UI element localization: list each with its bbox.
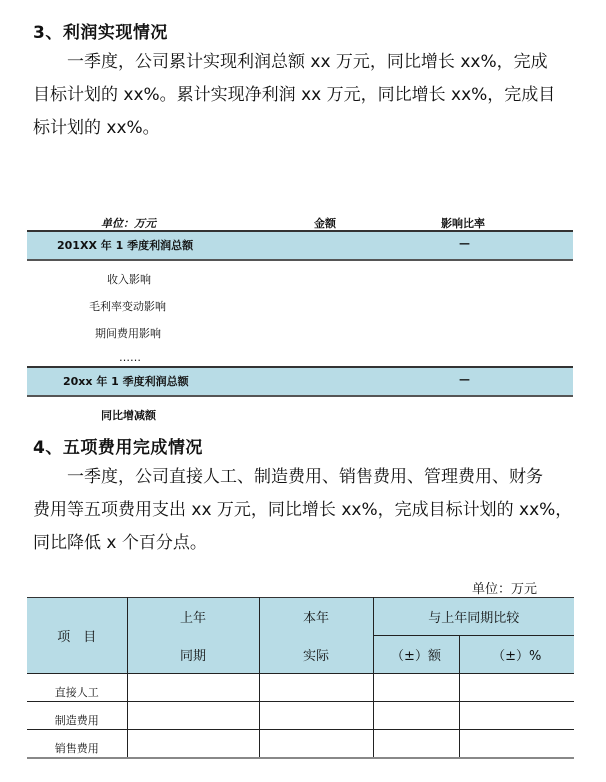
table-row xyxy=(27,674,574,702)
header-diff-pct: （±）% xyxy=(459,636,574,674)
unit-label: 单位：万元 xyxy=(472,582,538,597)
header-item: 项 目 xyxy=(27,598,127,674)
paragraph-line: 费用等五项费用支出 xx 万元，同比增长 xx%，完成目标计划的 xx%， xyxy=(33,500,573,520)
diff-cell xyxy=(373,730,459,759)
section3-paragraph xyxy=(33,46,573,145)
unit-label: 单位：万元 xyxy=(101,217,156,230)
section4-heading: 4、五项费用完成情况 xyxy=(33,438,203,458)
ratio-header: 影响比率 xyxy=(441,217,485,230)
pct-cell xyxy=(459,730,574,759)
header-compare: 与上年同期比较 xyxy=(373,598,574,636)
row-label: 20xx 年 1 季度利润总额 xyxy=(63,375,189,388)
item-cell: 直接人工 xyxy=(27,674,127,702)
profit-total-row-1 xyxy=(27,230,573,261)
header-this-year: 本年 xyxy=(259,598,373,636)
row-ratio: — xyxy=(459,237,470,250)
paragraph-line: 标计划的 xx%。 xyxy=(33,118,160,138)
expense-table xyxy=(27,597,574,759)
table-row: …… xyxy=(119,351,141,364)
table-row: 期间费用影响 xyxy=(95,327,161,340)
pct-cell xyxy=(459,674,574,702)
last-cell xyxy=(127,702,259,730)
last-cell xyxy=(127,674,259,702)
paragraph-line: 一季度，公司直接人工、制造费用、销售费用、管理费用、财务 xyxy=(67,467,543,487)
paragraph-line: 目标计划的 xx%。累计实现净利润 xx 万元，同比增长 xx%，完成目 xyxy=(33,85,556,105)
profit-total-row-2 xyxy=(27,366,573,397)
paragraph-line: 同比降低 x 个百分点。 xyxy=(33,533,207,553)
row-label: 201XX 年 1 季度利润总额 xyxy=(57,239,194,252)
table-row: 毛利率变动影响 xyxy=(89,300,166,313)
table-row xyxy=(27,702,574,730)
header-last-year-period: 同期 xyxy=(127,636,259,674)
diff-cell xyxy=(373,702,459,730)
paragraph-line: 一季度，公司累计实现利润总额 xx 万元，同比增长 xx%，完成 xyxy=(67,52,548,72)
amount-header: 金额 xyxy=(314,217,336,230)
pct-cell xyxy=(459,702,574,730)
actual-cell xyxy=(259,730,373,759)
section4-paragraph xyxy=(33,461,573,560)
profit-table-header xyxy=(27,215,573,231)
diff-cell xyxy=(373,674,459,702)
yoy-change-row: 同比增减额 xyxy=(101,409,156,422)
table-row: 收入影响 xyxy=(107,273,151,286)
row-ratio: — xyxy=(459,373,470,386)
last-cell xyxy=(127,730,259,759)
item-cell: 制造费用 xyxy=(27,702,127,730)
actual-cell xyxy=(259,674,373,702)
header-this-year-actual: 实际 xyxy=(259,636,373,674)
header-last-year: 上年 xyxy=(127,598,259,636)
section3-heading: 3、利润实现情况 xyxy=(33,23,168,43)
table-row xyxy=(27,730,574,759)
item-cell: 销售费用 xyxy=(27,730,127,759)
actual-cell xyxy=(259,702,373,730)
header-diff-amount: （±）额 xyxy=(373,636,459,674)
